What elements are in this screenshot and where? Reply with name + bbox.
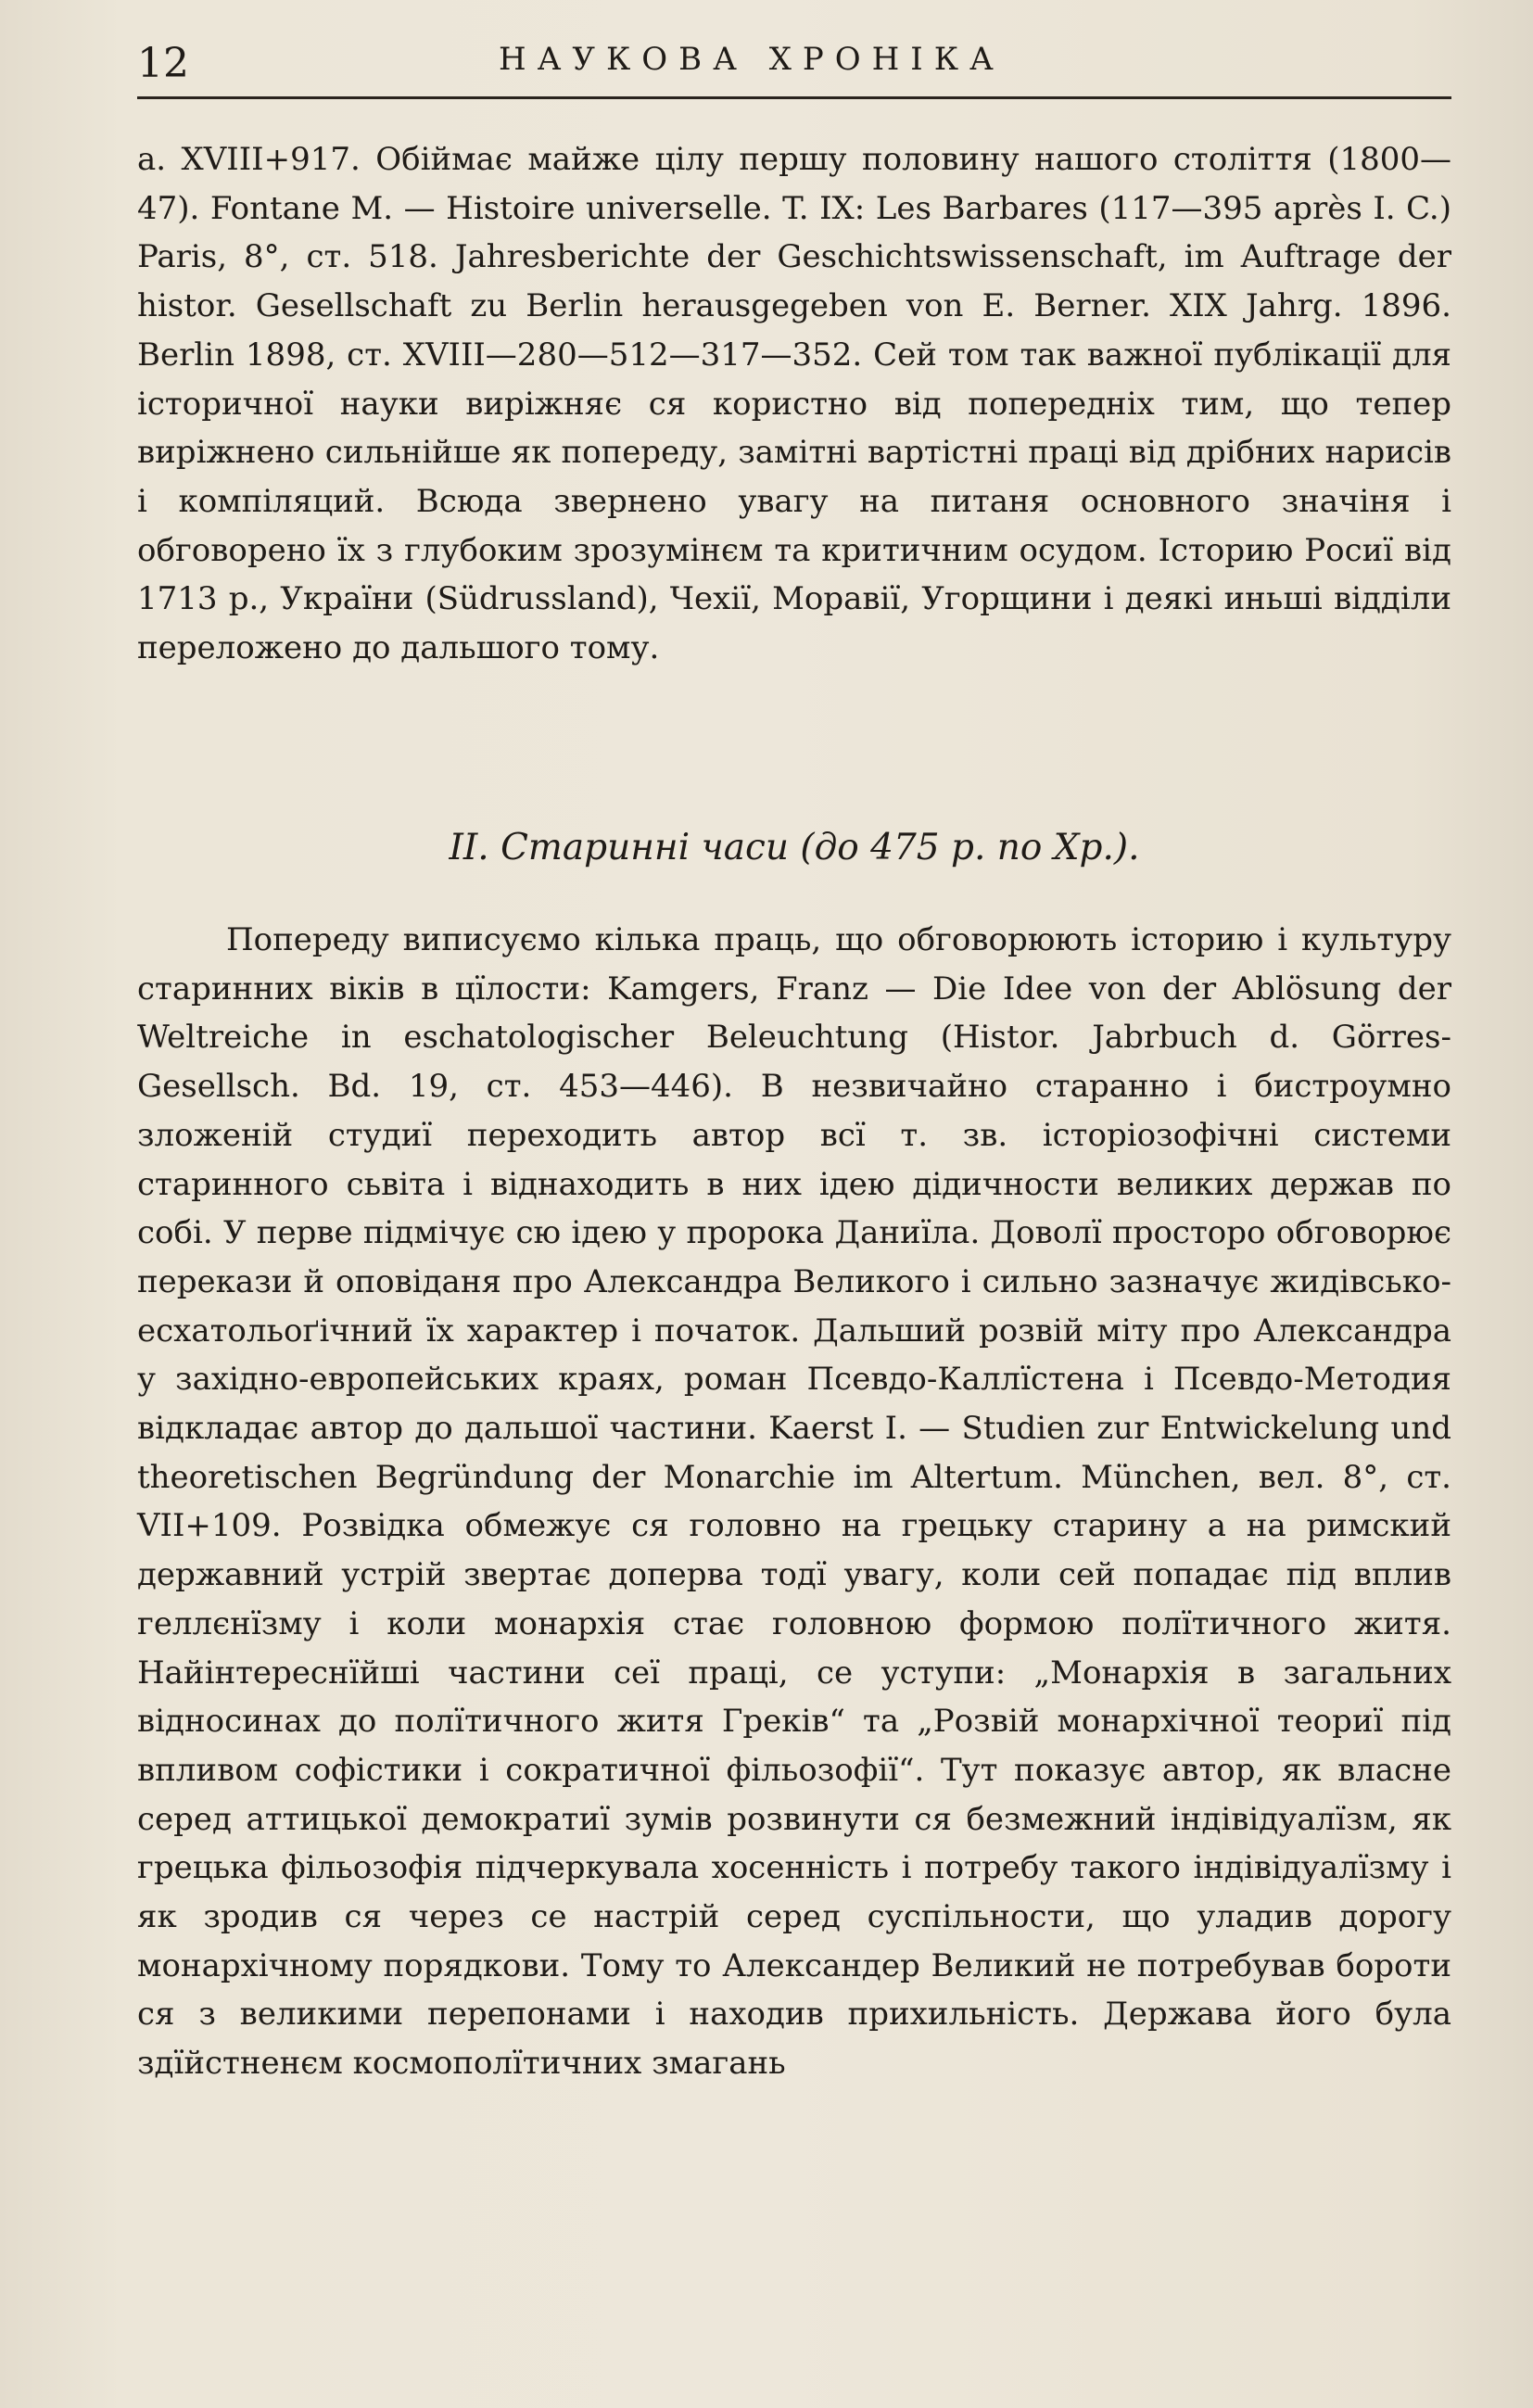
running-title: НАУКОВА ХРОНІКА <box>499 41 1005 78</box>
paragraph-2: Попереду виписуємо кілька праць, що обговорюють історию і культуру старинних віків в цїлости: Kamgers, Franz — Die Idee von der Ablösung der Weltreiche in eschatologischer Beleuchtung (Histor. Jabrbuch d. Görres-Gesellsch. Bd. 19, ст. 453—446). В незвичайно старанно і бистроумно зложеній студиї переходить автор всї т. зв. історіозофічні системи старинного сьвіта і віднаходить в них ідею дідичности великих держав по собі. У перве підмічує сю ідею у пророка Даниїла. Доволї просторо обговорює перекази й оповіданя про Александра Великого і сильно зазначує жидівсько-есхатольоґічний їх характер і початок. Дальший розвій міту про Александра у західно-европейських краях, роман Псевдо-Каллїстена і Псевдо-Методия відкладає автор до дальшої частини. Kaerst I. — Studien zur Entwickelung und theoretischen Begründung der Monarchie im Altertum. München, вел. 8°, ст. VII+109. Розвідка обмежує ся головно на грецьку старину а на римский державний устрій звертає доперва тодї увагу, коли сей попадає під вплив геллєнїзму і коли монархія стає головною формою полїтичного житя. Найінтереснїйші частини сеї праці, се уступи: „Монархія в загальних відносинах до полїтичного житя Греків“ та „Розвій монархічної теориї під впливом софістики і сократичної фільозофії“. Тут показує автор, як власне серед аттицької демократиї зумів розвинути ся безмежний індівідуалїзм, як грецька фільозофія підчеркувала хосенність і потребу такого індівідуалїзму і як зродив ся через се настрій серед суспільности, що уладив дорогу монархічному порядкови. Тому то Александер Великий не потребував бороти ся з великими перепонами і находив прихильність. Держава його була здїйстненєм космополїтичних змагань <box>137 921 1451 2083</box>
page-header <box>137 28 1453 93</box>
header-rule <box>137 96 1451 99</box>
paragraph-1: а. XVIII+917. Обіймає майже цілу першу половину нашого століття (1800—47). Fontane M. — Histoire universelle. T. IX: Les Barbares (117—395 après I. C.) Paris, 8°, ст. 518. Jahresberichte der Geschichtswissenschaft, im Auftrage der histor. Gesellschaft zu Berlin herausgegeben von E. Berner. XIX Jahrg. 1896. Berlin 1898, ст. XVIII—280—512—317—352. Сей том так важної публікації для історичної науки виріжняє ся користно від попередніх тим, що тепер виріжнено сильнійше як попереду, замітні вартістні праці від дрібних нарисів і компіляций. Всюда звернено увагу на питаня основного значіня і обговорено їх з глубоким зрозумінєм та критичним осудом. Історию Росиї від 1713 р., України (Südrussland), Чехії, Моравії, Угорщини і деякі иньші відділи переложено до дальшого тому. <box>137 141 1451 667</box>
page-number: 12 <box>137 40 189 87</box>
section-title: II. Старинні часи (до 475 р. по Хр.). <box>449 827 1140 868</box>
